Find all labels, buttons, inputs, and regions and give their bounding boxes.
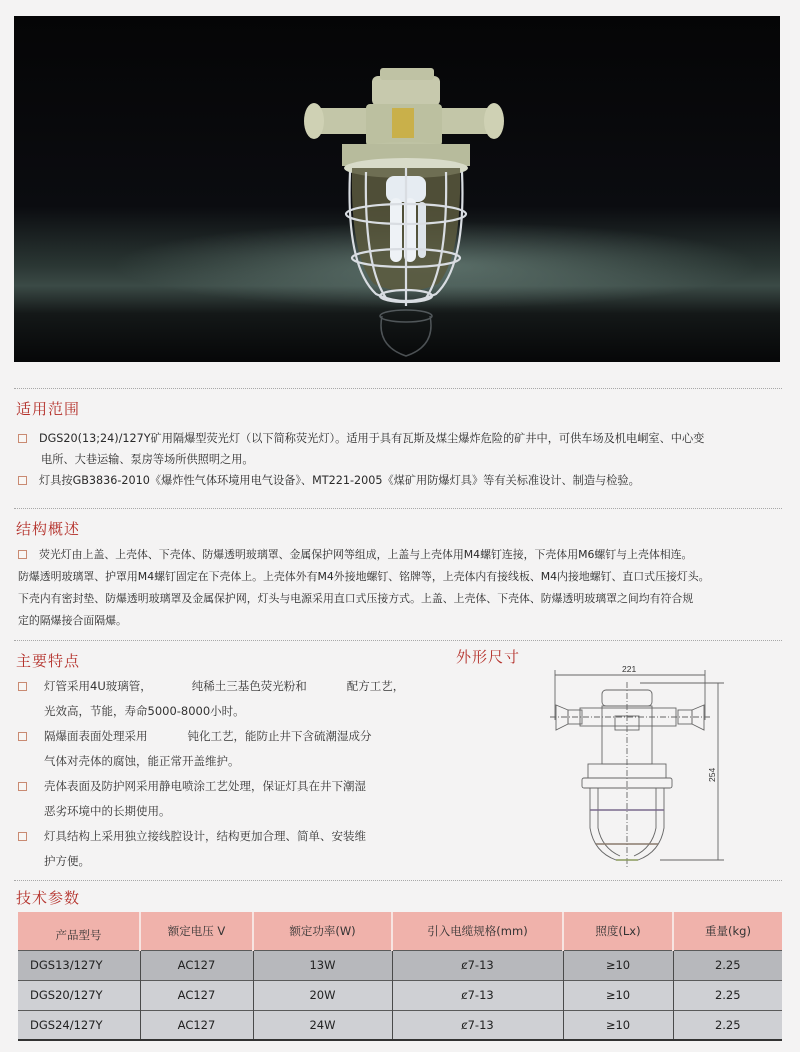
section-title-specs: 技术参数 bbox=[16, 889, 81, 907]
feature-text: 气体对壳体的腐蚀，能正常开盖维护。 bbox=[44, 754, 240, 768]
table-header-row bbox=[18, 912, 782, 950]
scope-item-1-line1: DGS20(13;24)/127Y矿用隔爆型荧光灯（以下简称荧光灯）。适用于具有瓦斯及煤尘爆炸危险的矿井中，可供车场及机电峒室、中心变 bbox=[39, 432, 705, 445]
structure-paragraph bbox=[18, 544, 790, 632]
lamp-illustration bbox=[14, 16, 780, 362]
feature-text: 护方便。 bbox=[44, 854, 90, 868]
feature-text: 隔爆面表面处理采用 bbox=[44, 729, 148, 743]
cell-cable: ȼ7-13 bbox=[392, 980, 563, 1010]
cell-cable: ȼ7-13 bbox=[392, 1010, 563, 1040]
column-header: 产品型号 bbox=[18, 912, 140, 950]
product-photo bbox=[14, 16, 780, 362]
table-row bbox=[18, 980, 782, 1010]
cell-power: 20W bbox=[253, 980, 392, 1010]
cell-voltage: AC127 bbox=[140, 1010, 253, 1040]
feature-text: 钝化工艺，能防止井下含硫潮湿成分 bbox=[187, 729, 372, 743]
feature-item bbox=[18, 774, 410, 824]
scope-item-2 bbox=[18, 470, 788, 491]
section-divider bbox=[14, 508, 782, 509]
table-row bbox=[18, 950, 782, 980]
feature-text: 恶劣环境中的长期使用。 bbox=[44, 804, 171, 818]
section-title-dimensions: 外形尺寸 bbox=[456, 648, 521, 666]
feature-item bbox=[18, 674, 410, 724]
cell-weight: 2.25 bbox=[673, 1010, 782, 1040]
feature-item bbox=[18, 824, 410, 874]
dimension-width-label: 221 bbox=[622, 664, 637, 674]
cell-model: DGS13/127Y bbox=[18, 950, 140, 980]
feature-item bbox=[18, 724, 410, 774]
lamp-outline-diagram bbox=[540, 660, 740, 870]
feature-text: 灯具结构上采用独立接线腔设计，结构更加合理、简单、安装维 bbox=[44, 829, 366, 843]
bullet-checkbox-icon bbox=[18, 682, 27, 691]
section-title-features: 主要特点 bbox=[16, 652, 81, 670]
bullet-checkbox-icon bbox=[18, 782, 27, 791]
column-header: 引入电缆规格(mm) bbox=[392, 912, 563, 950]
column-header: 额定电压 V bbox=[140, 912, 253, 950]
cell-voltage: AC127 bbox=[140, 980, 253, 1010]
feature-text: 灯管采用4U玻璃管， bbox=[44, 679, 152, 693]
cell-weight: 2.25 bbox=[673, 950, 782, 980]
column-header: 额定功率(W) bbox=[253, 912, 392, 950]
bullet-checkbox-icon bbox=[18, 434, 27, 443]
scope-item-1 bbox=[18, 428, 788, 470]
structure-line-2: 防爆透明玻璃罩、护罩用M4螺钉固定在下壳体上。上壳体外有M4外接地螺钉、铭牌等，上壳体内有接线板、M4内接地螺钉、直口式压接灯头。 bbox=[18, 570, 710, 583]
cell-illuminance: ≥10 bbox=[563, 1010, 673, 1040]
dimension-height-label: 254 bbox=[707, 767, 717, 782]
structure-line-4: 定的隔爆接合面隔爆。 bbox=[18, 614, 127, 627]
section-divider bbox=[14, 388, 782, 389]
cell-illuminance: ≥10 bbox=[563, 980, 673, 1010]
section-title-scope: 适用范围 bbox=[16, 400, 81, 418]
table-row bbox=[18, 1010, 782, 1040]
cell-model: DGS24/127Y bbox=[18, 1010, 140, 1040]
cell-power: 24W bbox=[253, 1010, 392, 1040]
column-header: 重量(kg) bbox=[673, 912, 782, 950]
cell-cable: ȼ7-13 bbox=[392, 950, 563, 980]
cell-weight: 2.25 bbox=[673, 980, 782, 1010]
bullet-checkbox-icon bbox=[18, 832, 27, 841]
section-divider bbox=[14, 640, 782, 641]
structure-line-1: 荧光灯由上盖、上壳体、下壳体、防爆透明玻璃罩、金属保护网等组成，上盖与上壳体用M4螺钉连接，下壳体用M6螺钉与上壳体相连。 bbox=[39, 548, 693, 561]
feature-text: 配方工艺， bbox=[346, 679, 405, 693]
structure-line-3: 下壳内有密封垫、防爆透明玻璃罩及金属保护网，灯头与电源采用直口式压接方式。上盖、上壳体、下壳体、防爆透明玻璃罩之间均有符合规 bbox=[18, 592, 694, 605]
bullet-checkbox-icon bbox=[18, 550, 27, 559]
specs-table bbox=[18, 912, 782, 1041]
cell-illuminance: ≥10 bbox=[563, 950, 673, 980]
feature-list bbox=[18, 674, 410, 874]
scope-item-2-line1: 灯具按GB3836-2010《爆炸性气体环境用电气设备》、MT221-2005《煤矿用防爆灯具》等有关标准设计、制造与检验。 bbox=[39, 474, 640, 487]
column-header: 照度(Lx) bbox=[563, 912, 673, 950]
feature-text: 光效高，节能，寿命5000-8000小时。 bbox=[44, 704, 245, 718]
feature-text: 纯稀土三基色荧光粉和 bbox=[191, 679, 307, 693]
section-divider bbox=[14, 880, 782, 881]
cell-model: DGS20/127Y bbox=[18, 980, 140, 1010]
scope-item-1-line2: 电所、大巷运输、泵房等场所供照明之用。 bbox=[41, 453, 254, 466]
bullet-checkbox-icon bbox=[18, 476, 27, 485]
section-title-structure: 结构概述 bbox=[16, 520, 81, 538]
feature-text: 壳体表面及防护网采用静电喷涂工艺处理，保证灯具在井下潮湿 bbox=[44, 779, 366, 793]
cell-voltage: AC127 bbox=[140, 950, 253, 980]
dimension-drawing bbox=[540, 660, 740, 870]
bullet-checkbox-icon bbox=[18, 732, 27, 741]
cell-power: 13W bbox=[253, 950, 392, 980]
